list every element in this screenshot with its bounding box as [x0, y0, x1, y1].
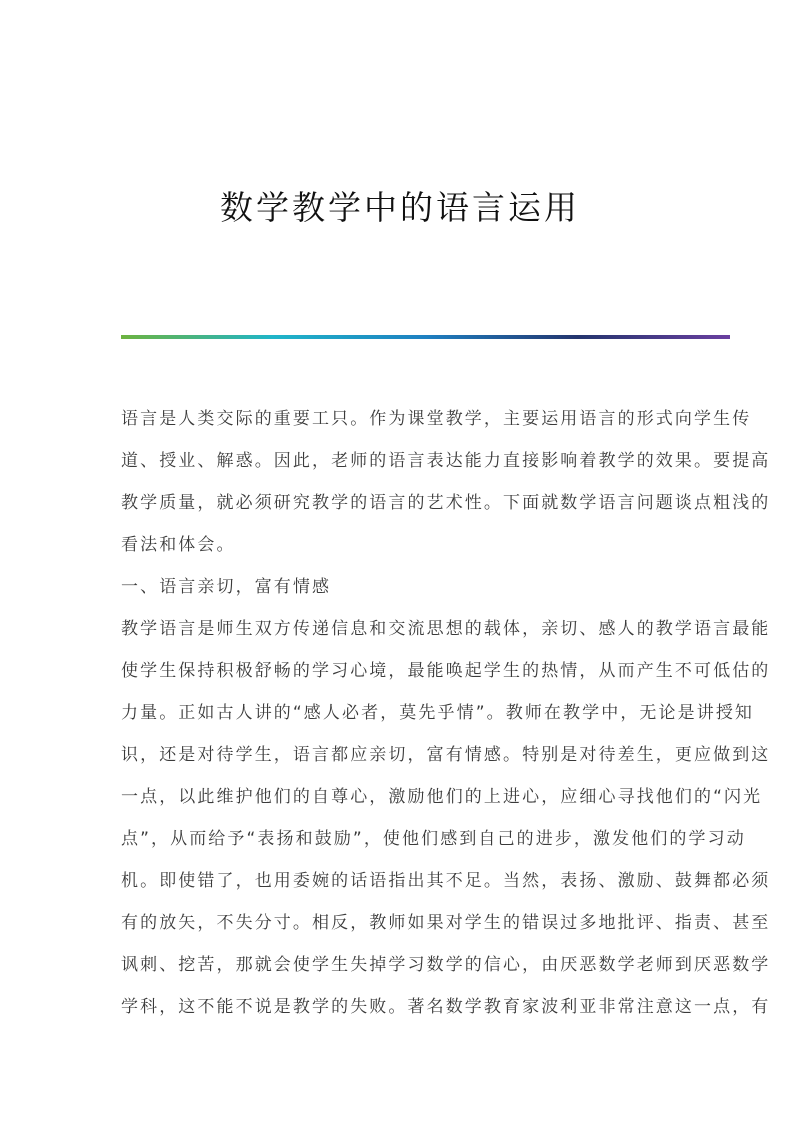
paragraph-line: 看法和体会。	[121, 535, 236, 555]
paragraph-line: 道、授业、解惑。因此，老师的语言表达能力直接影响着教学的效果。要提高	[121, 451, 771, 471]
paragraph-line: 教学语言是师生双方传递信息和交流思想的载体，亲切、感人的教学语言最能	[121, 619, 771, 639]
paragraph-line: 使学生保持积极舒畅的学习心境，最能唤起学生的热情，从而产生不可低估的	[121, 661, 771, 681]
document-title: 数学教学中的语言运用	[220, 188, 580, 227]
paragraph-line: 识，还是对待学生，语言都应亲切，富有情感。特别是对待差生，更应做到这	[121, 745, 771, 765]
paragraph-line: 点”，从而给予“表扬和鼓励”，使他们感到自己的进步，激发他们的学习动	[121, 829, 746, 849]
title-divider-gradient-line	[121, 335, 730, 339]
section-heading: 一、语言亲切，富有情感	[121, 577, 332, 597]
paragraph-line: 机。即使错了，也用委婉的话语指出其不足。当然，表扬、激励、鼓舞都必须	[121, 871, 771, 891]
paragraph-line: 一点，以此维护他们的自尊心，激励他们的上进心，应细心寻找他们的“闪光	[121, 787, 763, 807]
paragraph-line: 语言是人类交际的重要工只。作为课堂教学，主要运用语言的形式向学生传	[121, 409, 752, 429]
document-body	[121, 398, 771, 1028]
paragraph-line: 学科，这不能不说是教学的失败。著名数学教育家波利亚非常注意这一点，有	[121, 997, 771, 1017]
paragraph-line: 力量。正如古人讲的“感人必者，莫先乎情”。教师在教学中，无论是讲授知	[121, 703, 755, 723]
paragraph-line: 有的放矢，不失分寸。相反，教师如果对学生的错误过多地批评、指责、甚至	[121, 913, 771, 933]
paragraph-line: 教学质量，就必须研究教学的语言的艺术性。下面就数学语言问题谈点粗浅的	[121, 493, 771, 513]
paragraph-line: 讽刺、挖苦，那就会使学生失掉学习数学的信心，由厌恶数学老师到厌恶数学	[121, 955, 771, 975]
